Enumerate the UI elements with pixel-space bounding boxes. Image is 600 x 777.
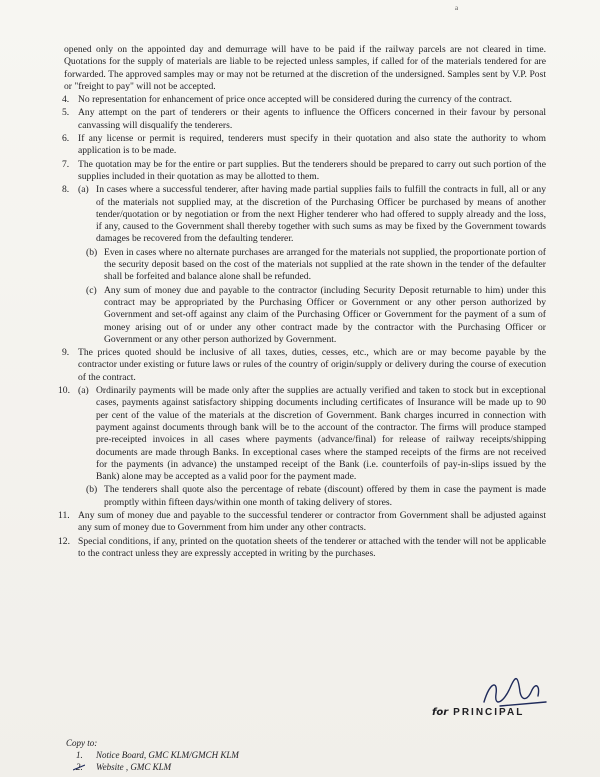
clause-10a	[78, 385, 546, 483]
signatory-prefix: for	[432, 707, 449, 718]
clause-8c	[86, 285, 546, 346]
clause-text: Any sum of money due and payable to the successful tenderer or contractor from Government shall be adjusted against any sum of money due to Government from him under any other contracts.	[78, 509, 546, 534]
copy-to-section	[66, 738, 239, 774]
clause-12	[58, 535, 546, 561]
clause-text: No representation for enhancement of price once accepted will be considered during the currency of the contract.	[78, 94, 512, 106]
clause-number: 8.	[62, 184, 70, 196]
page-mark: a	[455, 4, 459, 12]
check-mark-icon	[73, 764, 85, 772]
signatory-title: PRINCIPAL	[453, 707, 525, 718]
clause-number: 5.	[62, 107, 70, 119]
clause-text: If any license or permit is required, tenderers must specify in their quotation and also state the authority to whom application is to be made.	[78, 133, 546, 157]
intro-paragraph: opened only on the appointed day and demurrage will have to be paid if the railway parcels are not cleared in time. Quotations for the supply of materials are liable to be rejected unless samples, if called for of the materials tendered for are forwarded. The approved samples may or may not be returned at the discretion of the undersigned. Samples sent by V.P. Post or "freight to pay" will not be accepted.	[64, 44, 546, 92]
subclause-text: Any sum of money due and payable to the contractor (including Security Deposit returnable to him) under this contract may be appropriated by the Purchasing Officer or Government or any other person authorized by Government and set-off against any claim of the Purchasing Officer or Government for the payment of a sum of money arising out of or under any other contract made by the contractor with the Purchasing Officer or Government or any other person authorized by Government.	[104, 284, 546, 345]
subclause-text: The tenderers shall quote also the percentage of rebate (discount) offered by them in case the payment is made promptly within fifteen days/within one month of taking delivery of stores.	[104, 484, 546, 508]
subclause-text: Even in cases where no alternate purchases are arranged for the materials not supplied, the proportionate portion of the security deposit based on the cost of the materials not supplied at the rate shown in the tender of the defaulter shall be forfeited and balance alone shall be refunded.	[104, 246, 546, 283]
copy-to-number: 2.	[76, 762, 83, 772]
clause-10	[58, 385, 546, 509]
subclause-text: In cases where a successful tenderer, after having made partial supplies fails to fulfill the contracts in full, all or any of the materials not supplied may, at the discretion of the Purchasing Officer be purchased by means of another tender/quotation or by negotiation or from the next Higher tenderer who had offered to supply already and the loss, if any, caused to the Government shall thereby together with such sums as may be fixed by the Government towards damages be recovered from the defaulting tenderer.	[96, 184, 546, 245]
clause-text: Any attempt on the part of tenderers or their agents to influence the Officers concerned in their favour by personal canvassing will disqualify the tenderers.	[78, 107, 546, 131]
clause-text: The quotation may be for the entire or part supplies. But the tenderers should be prepared to carry out such portion of the supplies included in their quotation as may be allotted to them.	[78, 158, 546, 182]
clause-6	[64, 133, 546, 158]
clause-8	[64, 184, 546, 346]
clause-number: 10.	[58, 385, 70, 397]
subclause-label: (a)	[78, 385, 89, 397]
clause-number: 6.	[62, 133, 70, 145]
clause-8b	[86, 247, 546, 284]
clause-text: Special conditions, if any, printed on the quotation sheets of the tenderer or attached with the tender will not be applicable to the contract unless they are expressly accepted in writing by the purchases.	[78, 535, 546, 559]
clause-number: 9.	[62, 347, 70, 359]
signatory-block	[432, 707, 524, 718]
copy-to-item	[66, 750, 239, 760]
subclause-label: (a)	[78, 184, 89, 196]
clause-11	[58, 509, 546, 535]
copy-to-text: Website , GMC KLM	[96, 762, 172, 772]
copy-to-title: Copy to:	[66, 738, 98, 748]
signature-icon	[480, 672, 550, 712]
clause-number: 4.	[62, 94, 70, 106]
clause-text: The prices quoted should be inclusive of all taxes, duties, cesses, etc., which are or may become payable by the contractor under existing or future laws or rules of the country of origin/supply or delivery during the course of execution of the contract.	[78, 347, 546, 383]
subclause-text: Ordinarily payments will be made only after the supplies are actually verified and taken to stock but in exceptional cases, payments against satisfactory shipping documents including certificates of Insurance will be made up to 90 per cent of the value of the materials at the discretion of Government. Bank charges incurred in connection with payment against documents through bank will be to the account of the contractor. The firms will produce stamped pre-receipted invoices in all cases where payments (advance/final) for release of railway receipts/shipping documents are made through Banks. In exceptional cases where the stamped receipts of the firms are not received for the payments (in advance) the unstamped receipt of the Bank (i.e. counterfoils of pay-in-slips issued by the Bank) alone may be accepted as a valid poor for the payment made.	[96, 385, 546, 483]
copy-to-number: 1.	[76, 750, 83, 760]
clause-number: 12.	[58, 535, 70, 547]
clause-9	[64, 347, 546, 384]
clause-4	[64, 94, 546, 106]
document-body	[58, 44, 546, 561]
copy-to-item	[66, 762, 239, 772]
subclause-label: (b)	[86, 246, 98, 258]
clause-8a	[78, 184, 546, 245]
subclause-label: (c)	[86, 284, 97, 296]
subclause-label: (b)	[86, 484, 98, 496]
clause-number: 7.	[62, 158, 70, 170]
clause-7	[64, 159, 546, 184]
clause-number: 11.	[58, 509, 70, 521]
copy-to-text: Notice Board, GMC KLM/GMCH KLM	[96, 750, 239, 760]
clause-10b	[86, 484, 546, 509]
clause-5	[64, 107, 546, 132]
